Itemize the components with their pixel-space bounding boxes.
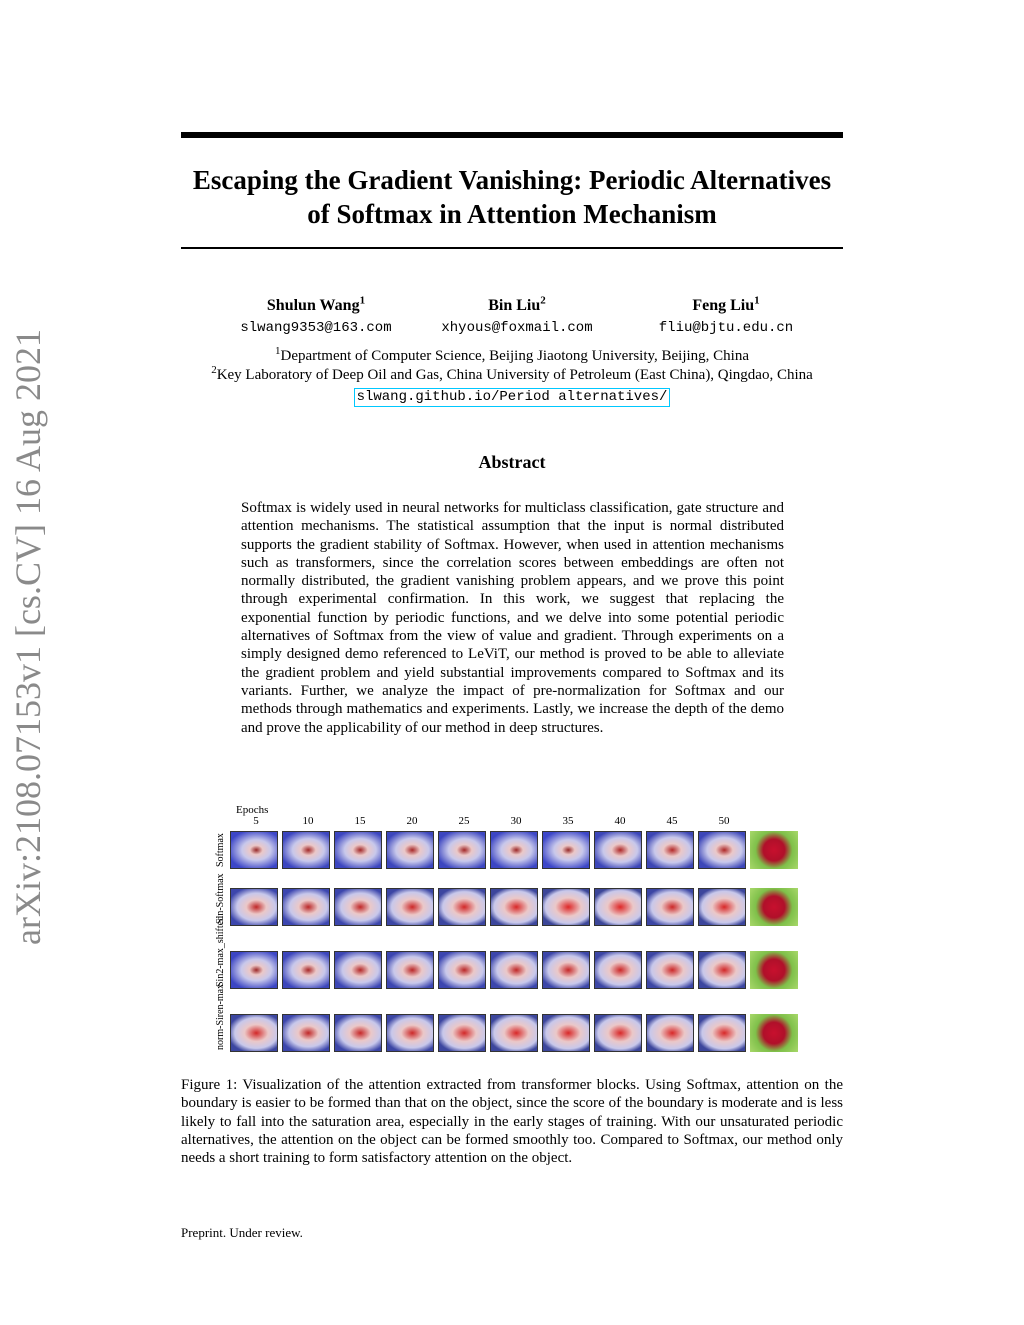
attention-map	[386, 1014, 434, 1052]
author-name: Shulun Wang$^1$	[266, 294, 366, 314]
attention-map	[438, 1014, 486, 1052]
rose-photo	[750, 951, 798, 989]
rose-photo	[750, 1014, 798, 1052]
author-block	[616, 296, 836, 338]
figure-row-label: norm-Siren-max	[215, 983, 226, 1050]
attention-map	[282, 888, 330, 926]
attention-map	[438, 951, 486, 989]
epoch-tick: 45	[666, 815, 678, 827]
attention-map	[490, 1014, 538, 1052]
author-email[interactable]: xhyous@foxmail.com	[441, 320, 593, 336]
attention-map	[386, 888, 434, 926]
author-block	[206, 296, 426, 338]
epoch-tick: 20	[406, 815, 418, 827]
attention-map	[542, 831, 590, 869]
attention-map	[646, 831, 694, 869]
author-block	[407, 296, 627, 338]
attention-map	[698, 1014, 746, 1052]
attention-map	[542, 1014, 590, 1052]
title-bottom-rule	[181, 247, 843, 249]
attention-map	[698, 951, 746, 989]
attention-map	[542, 951, 590, 989]
abstract-text: Softmax is widely used in neural networks for multiclass classification, gate structure and attention mechanisms. The statistical assumption that the input is normal distributed supports the gradient stability of Softmax. However, when used in attention mechanisms such as transformers, since the correlation scores between embeddings are often not normally distributed, the gradient vanishing problem appears, and we prove this point through experimental confirmation. In this work, we suggest that replacing the exponential function by periodic functions, and we delve into some potential periodic alternatives of Softmax from the view of value and gradient. Through experiments on a simply designed demo referenced to LeViT, our method is proved to be able to alleviate the gradient problem and yield substantial improvements compared to Softmax and its variants. Further, we analyze the impact of pre-normalization for Softmax and our methods through mathematics and experiments. Lastly, we increase the depth of the demo and prove the applicability of our method in deep structures.	[241, 500, 784, 736]
epoch-tick: 40	[614, 815, 626, 827]
attention-map	[490, 888, 538, 926]
attention-map	[646, 888, 694, 926]
affiliation-line: $^2$Key Laboratory of Deep Oil and Gas, China University of Petroleum (East China), Qingdao, China	[211, 364, 813, 383]
attention-map	[542, 888, 590, 926]
attention-map	[282, 1014, 330, 1052]
attention-map	[438, 831, 486, 869]
attention-map	[698, 831, 746, 869]
attention-map	[334, 951, 382, 989]
attention-map	[386, 951, 434, 989]
figure-row-label: Sin-Softmax	[215, 873, 226, 924]
affiliation-line: $^1$Department of Computer Science, Beijing Jiaotong University, Beijing, China	[274, 345, 750, 364]
attention-map	[334, 831, 382, 869]
attention-map	[282, 951, 330, 989]
attention-map	[594, 888, 642, 926]
author-name: Bin Liu$^2$	[488, 294, 546, 314]
author-email[interactable]: fliu@bjtu.edu.cn	[658, 320, 794, 336]
abstract-heading: Abstract	[478, 452, 546, 472]
attention-map	[490, 951, 538, 989]
figure-epochs-label: Epochs	[236, 804, 269, 816]
project-url-link[interactable]: slwang.github.io/Period alternatives/	[354, 388, 671, 407]
epoch-tick: 25	[458, 815, 470, 827]
attention-map	[230, 831, 278, 869]
rose-photo	[750, 888, 798, 926]
attention-map	[594, 831, 642, 869]
attention-map	[334, 888, 382, 926]
attention-map	[334, 1014, 382, 1052]
attention-map	[230, 888, 278, 926]
epoch-tick: 10	[302, 815, 314, 827]
attention-map	[646, 1014, 694, 1052]
arxiv-stamp: arXiv:2108.07153v1 [cs.CV] 16 Aug 2021	[8, 329, 48, 945]
paper-title: Escaping the Gradient Vanishing: Periodic Alternatives of Softmax in Attention Mechanism	[192, 165, 832, 229]
figure-row-label: Softmax	[215, 833, 226, 867]
affiliations	[150, 347, 874, 407]
attention-map	[438, 888, 486, 926]
epoch-tick: 35	[562, 815, 574, 827]
author-email[interactable]: slwang9353@163.com	[240, 320, 392, 336]
attention-map	[386, 831, 434, 869]
attention-map	[490, 831, 538, 869]
author-name: Feng Liu$^1$	[692, 294, 760, 314]
figure-row-label: Sin2-max_shifted	[215, 915, 226, 987]
attention-map	[646, 951, 694, 989]
attention-map	[282, 831, 330, 869]
epoch-tick: 15	[354, 815, 366, 827]
epoch-tick: 5	[253, 815, 259, 827]
epoch-tick: 30	[510, 815, 522, 827]
figure-caption: Figure 1: Visualization of the attention extracted from transformer blocks. Using Softmax, attention on the boundary is easier to be formed than that on the object, since the score of the boundary is moderate and is less likely to fall into the saturation area, especially in the early stages of training. With our unsaturated periodic alternatives, the attention on the object can be formed smoothly too. Compared to Softmax, our method only needs a short training to form satisfactory attention on the object.	[181, 1077, 843, 1167]
attention-map	[230, 951, 278, 989]
title-top-rule	[181, 132, 843, 138]
rose-photo	[750, 831, 798, 869]
footer-note: Preprint. Under review.	[181, 1225, 303, 1240]
attention-map	[594, 951, 642, 989]
attention-map	[230, 1014, 278, 1052]
epoch-tick: 50	[718, 815, 730, 827]
attention-map	[594, 1014, 642, 1052]
attention-map	[698, 888, 746, 926]
